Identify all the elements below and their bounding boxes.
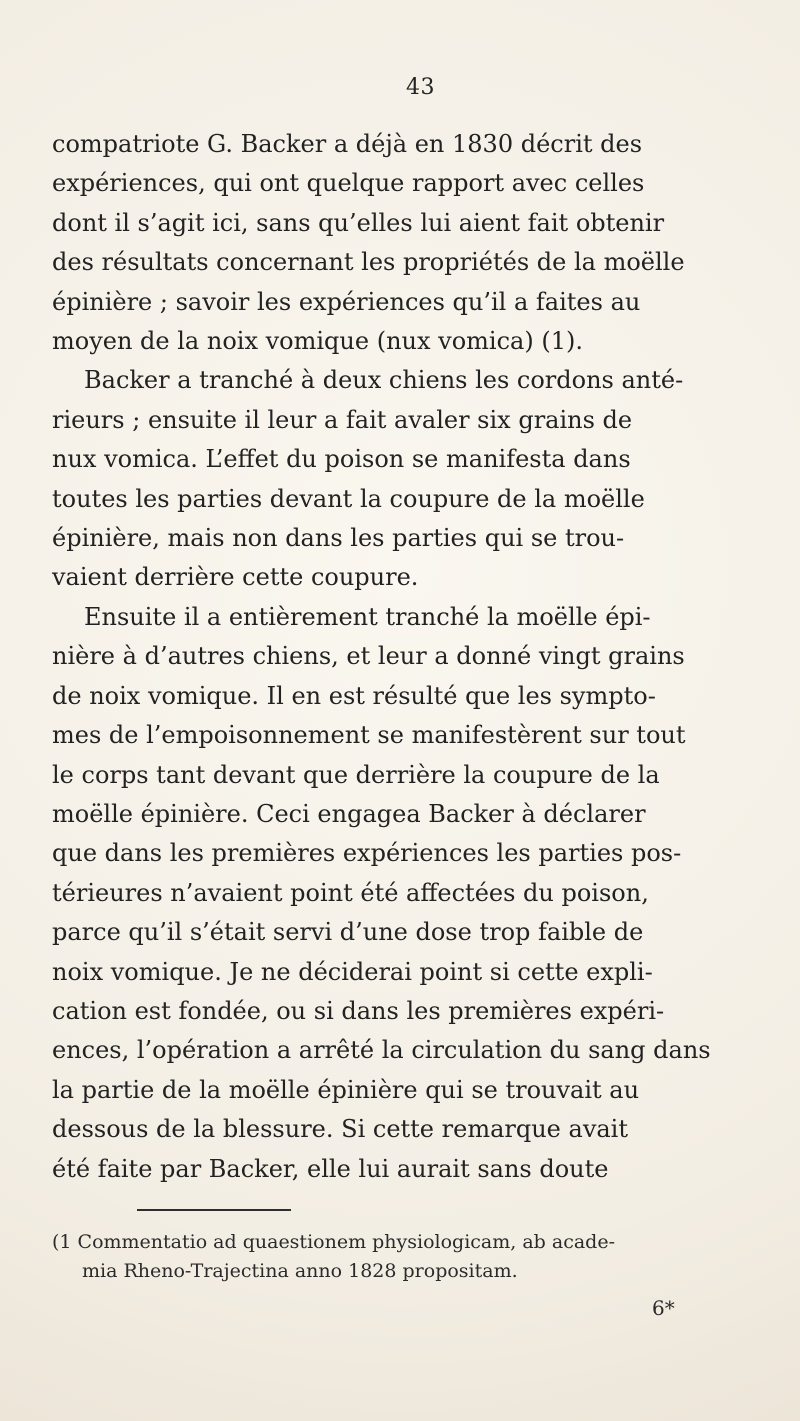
body-line-3 [52,204,758,243]
body-line-24-text: ences, l’opération a arrêté la circulation du sang dans [52,1036,711,1065]
body-line-2-text: expériences, qui ont quelque rapport avec celles [52,169,645,198]
body-line-5-text: épinière ; savoir les expériences qu’il a faites au [52,287,641,316]
body-line-11-text: épinière, mais non dans les parties qui se trou- [52,524,625,553]
body-line-11 [52,519,758,558]
body-line-17 [52,756,758,795]
body-line-22 [52,953,758,992]
body-line-19 [52,834,758,873]
body-line-7-text: Backer a tranché à deux chiens les cordons anté- [84,366,684,395]
body-line-4 [52,243,758,282]
page-number: 43 [406,75,435,100]
body-line-17-text: le corps tant devant que derrière la coupure de la [52,760,660,789]
body-line-3-text: dont il s’agit ici, sans qu’elles lui aient fait obtenir [52,208,665,237]
footnote-line-2: mia Rheno-Trajectina anno 1828 propositam. [82,1260,518,1282]
body-line-23 [52,992,758,1031]
body-line-18 [52,795,758,834]
footnote-line-1: (1 Commentatio ad quaestionem physiologicam, ab acade- [52,1231,615,1253]
body-line-14-text: nière à d’autres chiens, et leur a donné vingt grains [52,642,685,671]
body-line-7 [52,361,758,400]
body-line-25-text: la partie de la moëlle épinière qui se trouvait au [52,1075,640,1104]
body-line-8 [52,401,758,440]
signature-mark: 6* [652,1296,675,1320]
body-line-6-text: moyen de la noix vomique (nux vomica) (1). [52,327,583,356]
body-line-26 [52,1110,758,1149]
body-line-23-text: cation est fondée, ou si dans les premières expéri- [52,996,665,1025]
body-line-10-text: toutes les parties devant la coupure de la moëlle [52,484,645,513]
body-line-24 [52,1031,758,1070]
body-line-19-text: que dans les premières expériences les parties pos- [52,839,682,868]
body-line-9 [52,440,758,479]
body-line-27-text: été faite par Backer, elle lui aurait sans doute [52,1154,609,1183]
body-line-13-text: Ensuite il a entièrement tranché la moëlle épi- [84,602,651,631]
body-line-20-text: térieures n’avaient point été affectées du poison, [52,878,649,907]
body-line-12-text: vaient derrière cette coupure. [52,563,419,592]
body-line-1-text: compatriote G. Backer a déjà en 1830 décrit des [52,130,643,158]
footnote [52,1228,758,1286]
body-line-22-text: noix vomique. Je ne déciderai point si cette expli- [52,957,653,986]
footnote-divider [137,1209,291,1211]
body-line-10 [52,480,758,519]
body-line-5 [52,283,758,322]
body-line-15 [52,677,758,716]
body-text [52,125,758,1189]
body-line-21-text: parce qu’il s’était servi d’une dose trop faible de [52,918,644,947]
body-line-20 [52,874,758,913]
body-line-16 [52,716,758,755]
body-line-13 [52,598,758,637]
body-line-15-text: de noix vomique. Il en est résulté que les sympto- [52,681,656,710]
body-line-2 [52,164,758,203]
body-line-9-text: nux vomica. L’effet du poison se manifesta dans [52,445,631,474]
body-line-18-text: moëlle épinière. Ceci engagea Backer à déclarer [52,799,646,828]
body-line-25 [52,1071,758,1110]
body-line-26-text: dessous de la blessure. Si cette remarque avait [52,1115,628,1144]
body-line-16-text: mes de l’empoisonnement se manifestèrent sur tout [52,721,686,750]
body-line-4-text: des résultats concernant les propriétés de la moëlle [52,248,685,277]
body-line-14 [52,637,758,676]
body-line-21 [52,913,758,952]
body-line-6 [52,322,758,361]
body-line-8-text: rieurs ; ensuite il leur a fait avaler six grains de [52,405,633,434]
body-line-1 [52,125,758,164]
body-line-12 [52,558,758,597]
body-line-27 [52,1150,758,1189]
